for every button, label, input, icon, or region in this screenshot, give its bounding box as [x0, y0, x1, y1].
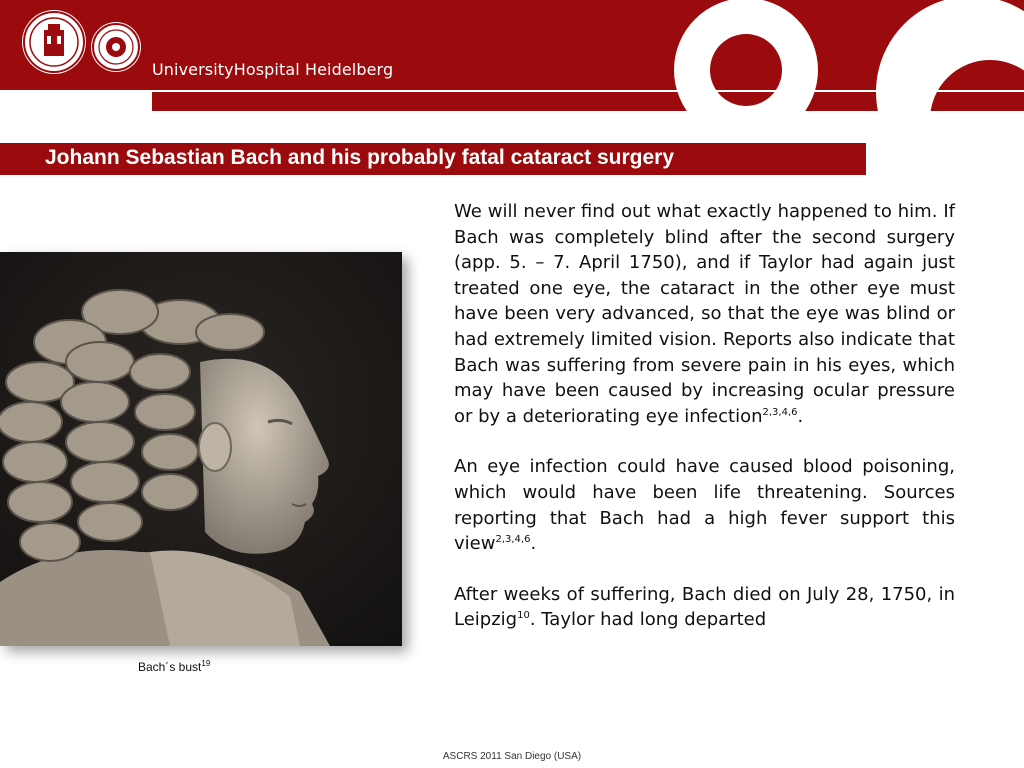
university-seal-logo	[22, 10, 86, 74]
reference-superscript: 2,3,4,6	[762, 406, 798, 418]
image-caption	[138, 659, 210, 674]
footer-conference: ASCRS 2011 San Diego (USA)	[442, 751, 582, 762]
slide-title: Johann Sebastian Bach and his probably fatal cataract surgery	[45, 146, 675, 169]
paragraph-1: We will never find out what exactly happened to him. If Bach was completely blind after the second surgery (app. 5. – 7. April 1750), and if Taylor had again just treated one eye, the cataract in the other eye must have been very advanced, so that the eye was blind or had extremely limited vision. Reports also indicate that Bach was suffering from severe pain in his eyes, which may have been caused by increasing ocular pressure or by a deteriorating eye infection$^{2,3,4,6}$.	[454, 201, 955, 427]
hospital-seal-logo	[91, 22, 141, 72]
reference-superscript: 2,3,4,6	[495, 534, 531, 546]
institution-name: UniversityHospital Heidelberg	[152, 60, 394, 79]
paragraph-2: An eye infection could have caused blood poisoning, which would have been life threatening. Sources reporting that Bach had a high fever support this view$^{2,3,4,6}$.	[454, 456, 955, 555]
caption-reference: 19	[201, 659, 211, 668]
caption-text: Bach´s bust	[138, 660, 202, 674]
bach-bust-image	[0, 252, 402, 646]
reference-superscript: 10	[517, 610, 530, 622]
body-text	[454, 199, 955, 658]
paragraph-3: After weeks of suffering, Bach died on July 28, 1750, in Leipzig$^{10}$. Taylor had long departed	[454, 583, 955, 631]
title-bar	[0, 143, 866, 175]
decorative-circles	[660, 0, 1024, 111]
